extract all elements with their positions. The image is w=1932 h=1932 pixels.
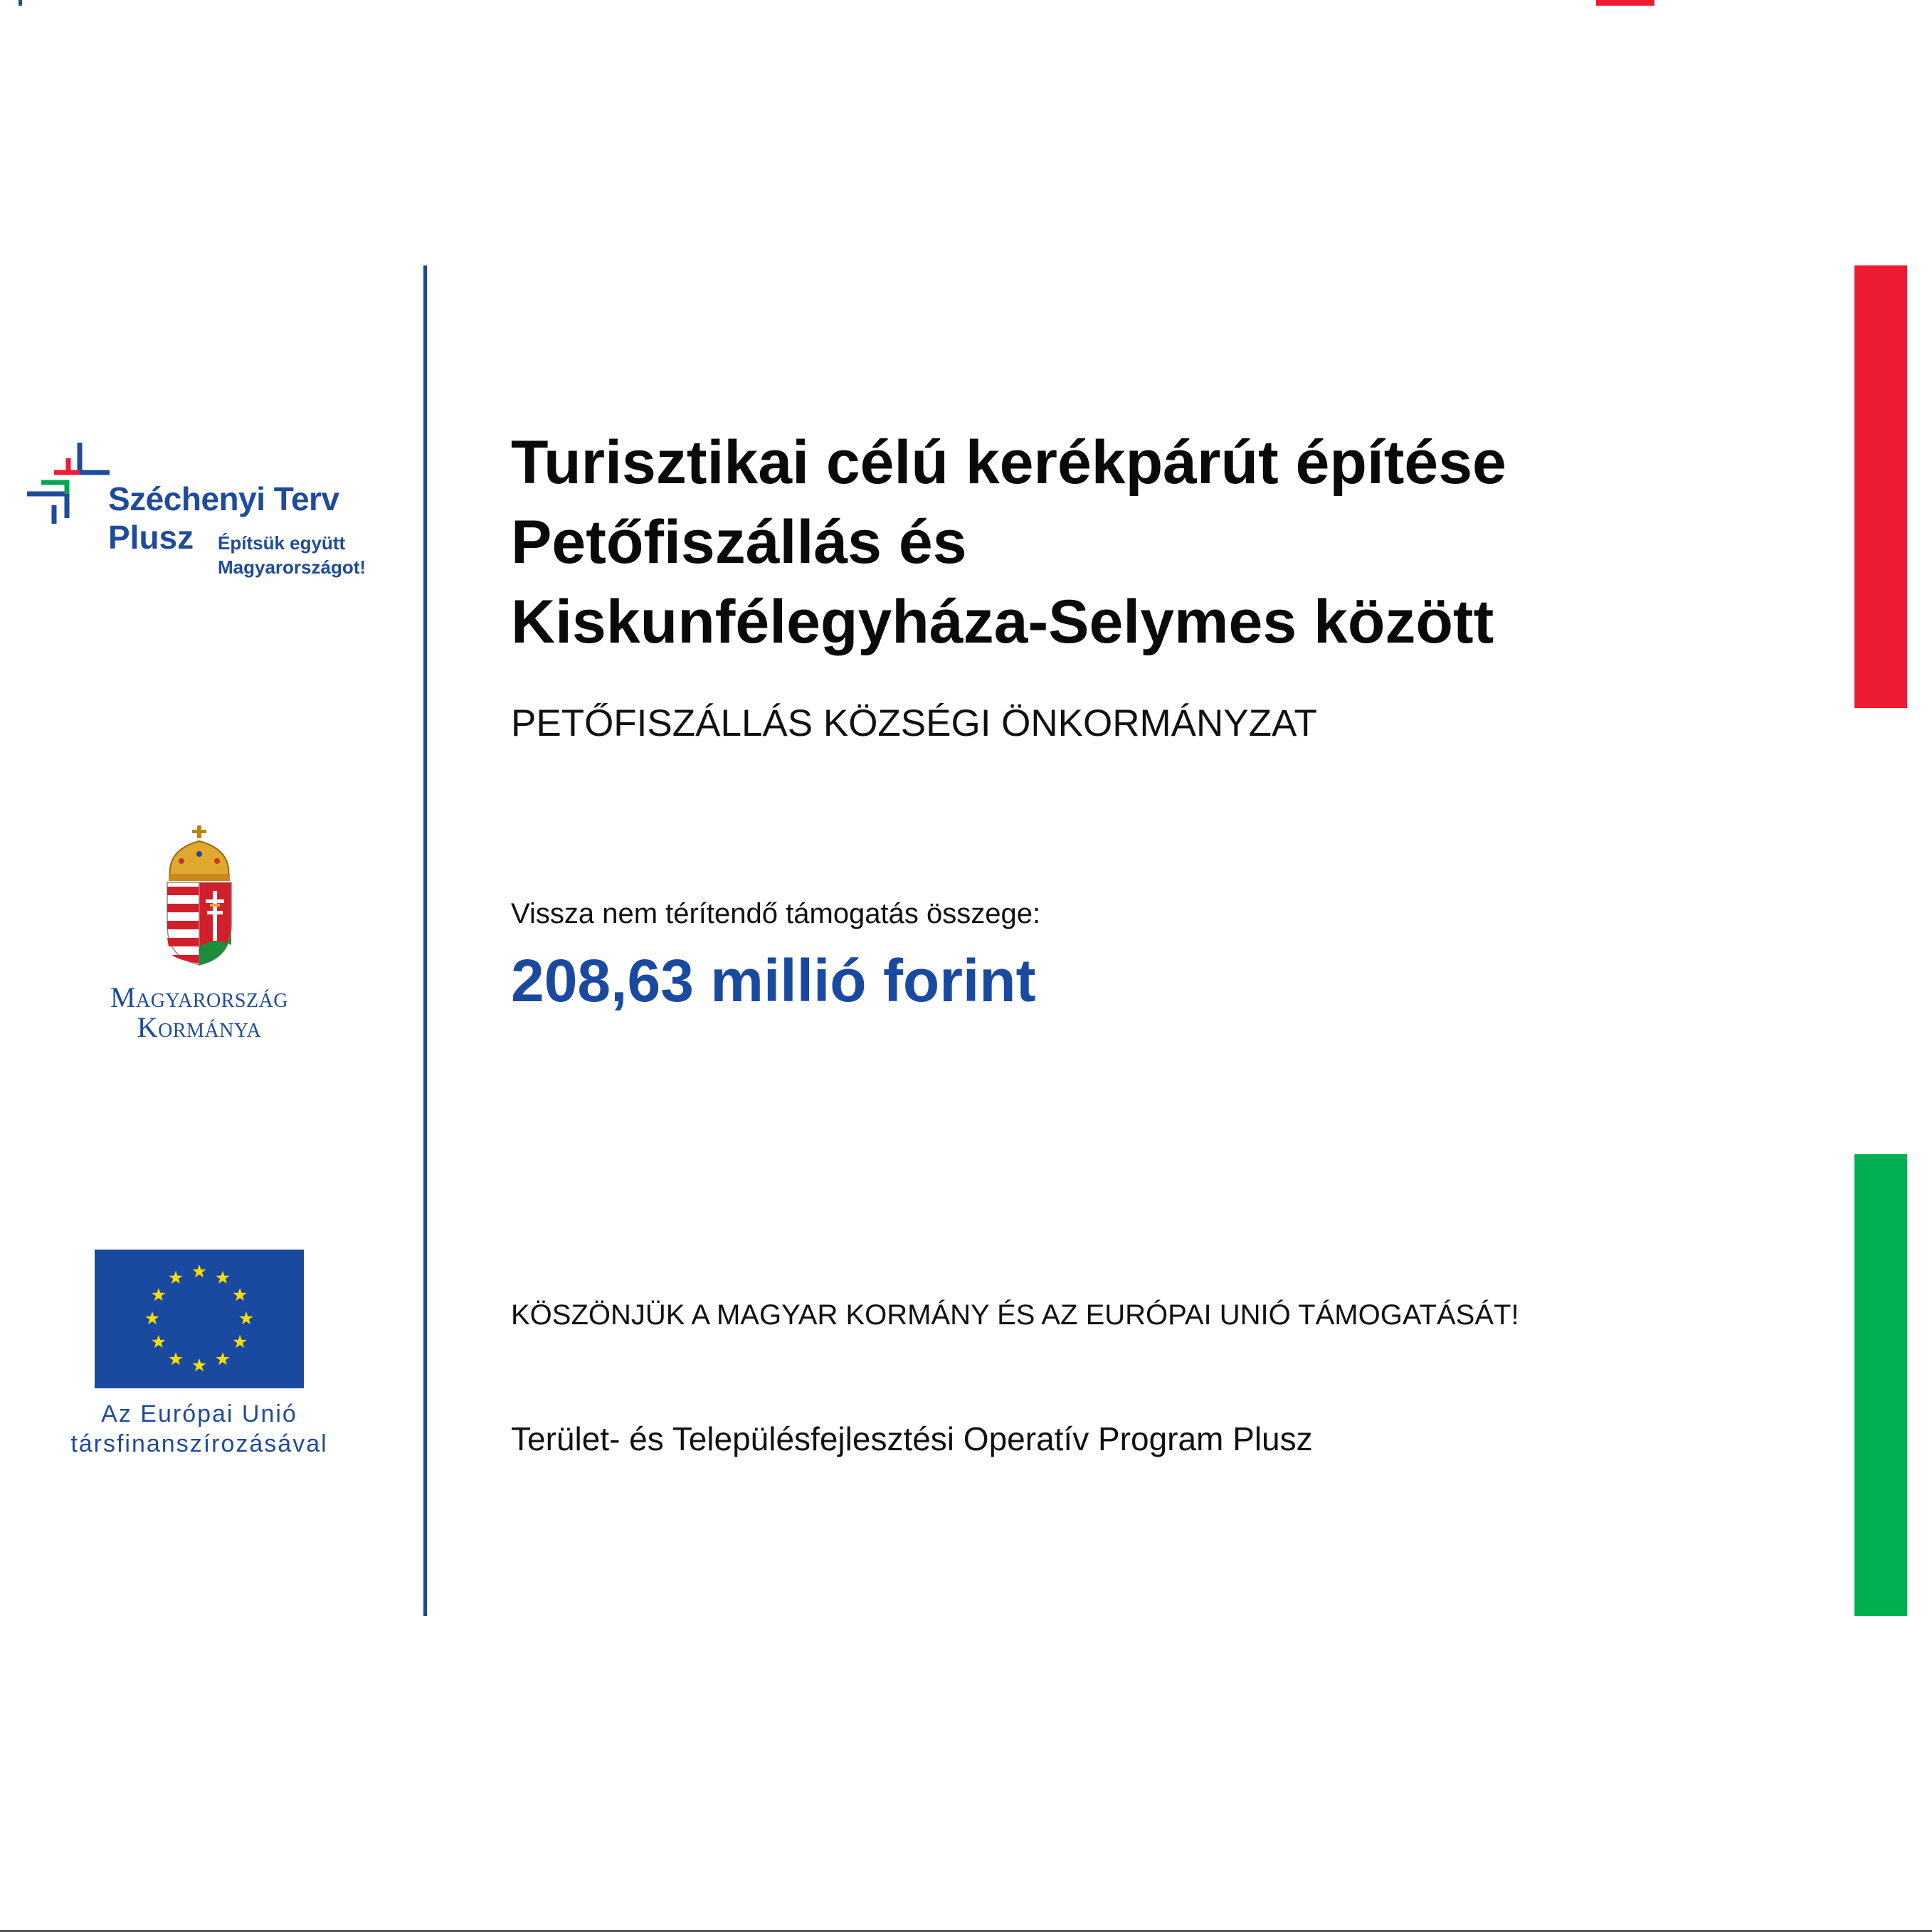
top-edge-mark-right (1596, 0, 1654, 6)
szechenyi-title: Széchenyi Terv (108, 480, 339, 517)
project-title-line-3: Kiskunfélegyháza-Selymes között (511, 588, 1494, 656)
project-title-line-1: Turisztikai célú kerékpárút építése (511, 428, 1506, 497)
eu-line-1: Az Európai Unió (101, 1400, 297, 1427)
project-title (511, 423, 1506, 662)
beneficiary-name: PETŐFISZÁLLÁS KÖZSÉGI ÖNKORMÁNYZAT (511, 702, 1317, 744)
szechenyi-logo (26, 441, 396, 584)
eu-logo (43, 1250, 356, 1463)
szechenyi-tagline-1: Építsük együtt (218, 532, 346, 554)
program-name: Terület- és Településfejlesztési Operatív Program Plusz (511, 1420, 1313, 1457)
thanks-message: KÖSZÖNJÜK A MAGYAR KORMÁNY ÉS AZ EURÓPAI UNIÓ TÁMOGATÁSÁT! (511, 1299, 1519, 1331)
government-line-1: Magyarország (110, 981, 289, 1013)
project-title-line-2: Petőfiszállás és (511, 508, 967, 576)
szechenyi-tagline-2: Magyarországot! (218, 556, 366, 578)
government-line-2: Kormánya (137, 1011, 262, 1043)
government-logo (71, 825, 327, 1046)
support-label: Vissza nem térítendő támogatás összege: (511, 898, 1041, 929)
eu-line-2: társfinanszírozásával (70, 1430, 328, 1457)
hungarian-coat-of-arms-icon (160, 825, 238, 968)
flag-stripe-green (1854, 1154, 1907, 1616)
szechenyi-cross-icon (26, 441, 111, 527)
flag-stripe-red (1854, 265, 1907, 708)
szechenyi-plus: Plusz (108, 519, 194, 556)
support-amount: 208,63 millió forint (511, 947, 1036, 1014)
vertical-divider (423, 265, 427, 1616)
top-edge-mark-left (19, 0, 22, 6)
eu-flag-icon (95, 1250, 304, 1388)
